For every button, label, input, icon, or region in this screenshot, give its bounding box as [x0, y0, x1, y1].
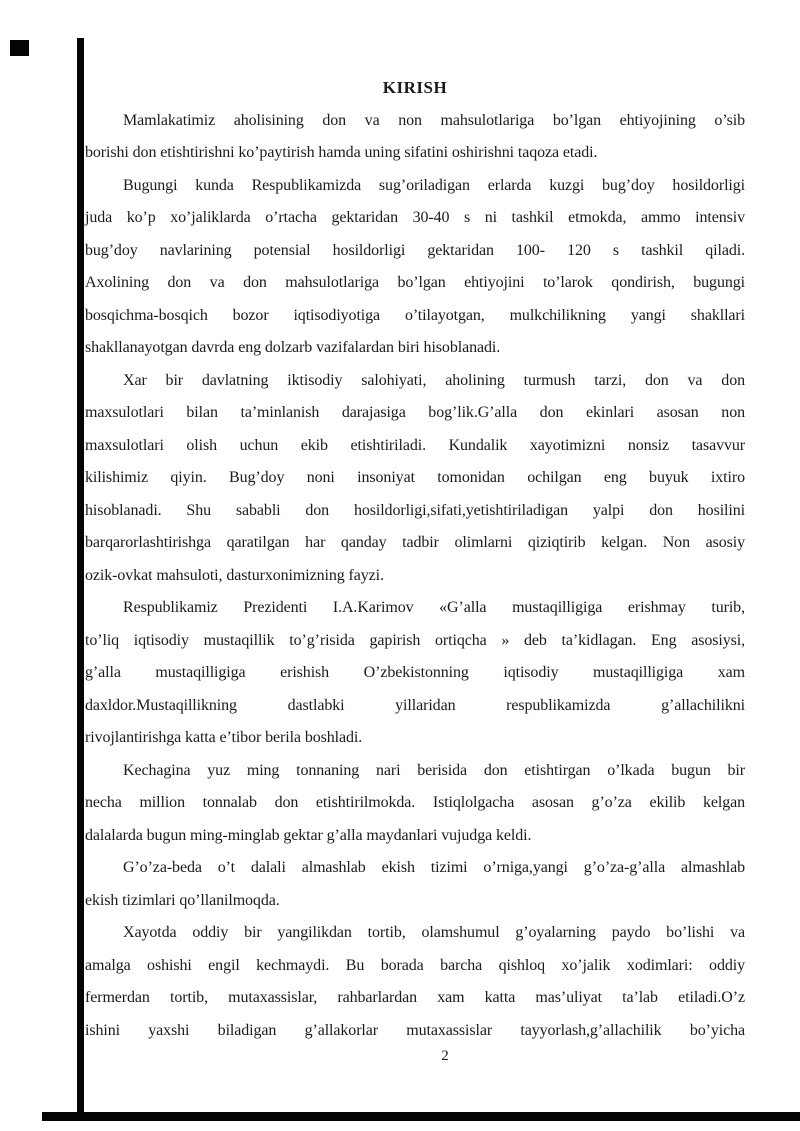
paragraph — [85, 917, 745, 1047]
text-line: maxsulotlari bilan ta’minlanish darajasiga bog’lik.G’alla don ekinlari asosan non — [85, 404, 745, 421]
text-line: necha million tonnalab don etishtirilmokda. Istiqlolgacha asosan g’o’za ekilib kelgan — [85, 794, 745, 811]
text-line: fermerdan tortib, mutaxassislar, rahbarlardan xam katta mas’uliyat ta’lab etiladi.O’z — [85, 989, 745, 1006]
text-line: shakllanayotgan davrda eng dolzarb vazifalardan biri hisoblanadi. — [85, 339, 501, 356]
paragraph — [85, 592, 745, 755]
text-line: hisoblanadi. Shu sababli don hosildorligi,sifati,yetishtiriladigan yalpi don hosilini — [85, 501, 745, 519]
text-line: borishi don etishtirishni ko’paytirish hamda uning sifatini oshirishni taqoza etadi. — [85, 144, 598, 161]
text-line: daxldor.Mustaqillikning dastlabki yillaridan respublikamizda g’allachilikni — [85, 696, 745, 714]
text-line: bug’doy navlarining potensial hosildorligi gektaridan 100- 120 s tashkil qiladi. — [85, 241, 745, 259]
text-line: G’o’za-beda o’t dalali almashlab ekish tizimi o’rniga,yangi g’o’za-g’alla almashlab — [123, 859, 745, 876]
text-line: bosqichma-bosqich bozor iqtisodiyotiga o’tilayotgan, mulkchilikning yangi shakllari — [85, 306, 745, 324]
paragraph — [85, 105, 745, 170]
text-line: g’alla mustaqilligiga erishish O’zbekistonning iqtisodiy mustaqilligiga xam — [85, 664, 745, 681]
text-block — [85, 72, 745, 1047]
scan-corner-mark — [10, 40, 29, 56]
document-title: KIRISH — [382, 78, 448, 97]
text-line: Mamlakatimiz aholisining don va non mahsulotlariga bo’lgan ehtiyojining o’sib — [123, 111, 745, 129]
text-line: to’liq iqtisodiy mustaqillik to’g’risida gapirish ortiqcha » deb ta’kidlagan. Eng asosiysi, — [85, 631, 745, 649]
text-line: barqarorlashtirishga qaratilgan har qanday tadbir olimlarni qiziqtirib kelgan. Non asosiy — [85, 534, 745, 551]
paragraph — [85, 852, 745, 917]
text-line: Axolining don va don mahsulotlariga bo’lgan ehtiyojini to’larok qondirish, bugungi — [85, 274, 745, 291]
text-line: Xayotda oddiy bir yangilikdan tortib, olamshumul g’oyalarning paydo bo’lishi va — [123, 924, 745, 941]
scan-border-bottom — [42, 1112, 800, 1121]
paragraph — [85, 365, 745, 593]
text-line: ozik-ovkat mahsuloti, dasturxonimizning fayzi. — [85, 566, 384, 584]
text-line: juda ko’p xo’jaliklarda o’rtacha gektaridan 30-40 s ni tashkil etmokda, ammo intensiv — [85, 209, 745, 226]
text-line: Respublikamiz Prezidenti I.A.Karimov «G’alla mustaqilligiga erishmay turib, — [123, 599, 745, 616]
paragraph — [85, 755, 745, 853]
text-line: kilishimiz qiyin. Bug’doy noni insoniyat tomonidan ochilgan eng buyuk ixtiro — [85, 469, 745, 486]
text-line: maxsulotlari olish uchun ekib etishtiriladi. Kundalik xayotimizni nonsiz tasavvur — [85, 436, 745, 454]
text-line: ekish tizimlari qo’llanilmoqda. — [85, 891, 280, 909]
text-line: amalga oshishi engil kechmaydi. Bu borada barcha qishloq xo’jalik xodimlari: oddiy — [85, 956, 745, 974]
text-line: ishini yaxshi biladigan g’allakorlar mutaxassislar tayyorlash,g’allachilik bo’yicha — [85, 1021, 745, 1039]
text-line: dalalarda bugun ming-minglab gektar g’alla maydanlari vujudga keldi. — [85, 826, 532, 844]
page-number: 2 — [441, 1048, 449, 1064]
scan-border-left — [77, 38, 84, 1121]
paragraph — [85, 170, 745, 365]
text-line: rivojlantirishga katta e’tibor berila boshladi. — [85, 729, 363, 746]
text-line: Kechagina yuz ming tonnaning nari berisida don etishtirgan o’lkada bugun bir — [123, 761, 745, 779]
text-line: Bugungi kunda Respublikamizda sug’oriladigan erlarda kuzgi bug’doy hosildorligi — [123, 176, 745, 194]
text-line: Xar bir davlatning iktisodiy salohiyati, aholining turmush tarzi, don va don — [123, 371, 745, 389]
